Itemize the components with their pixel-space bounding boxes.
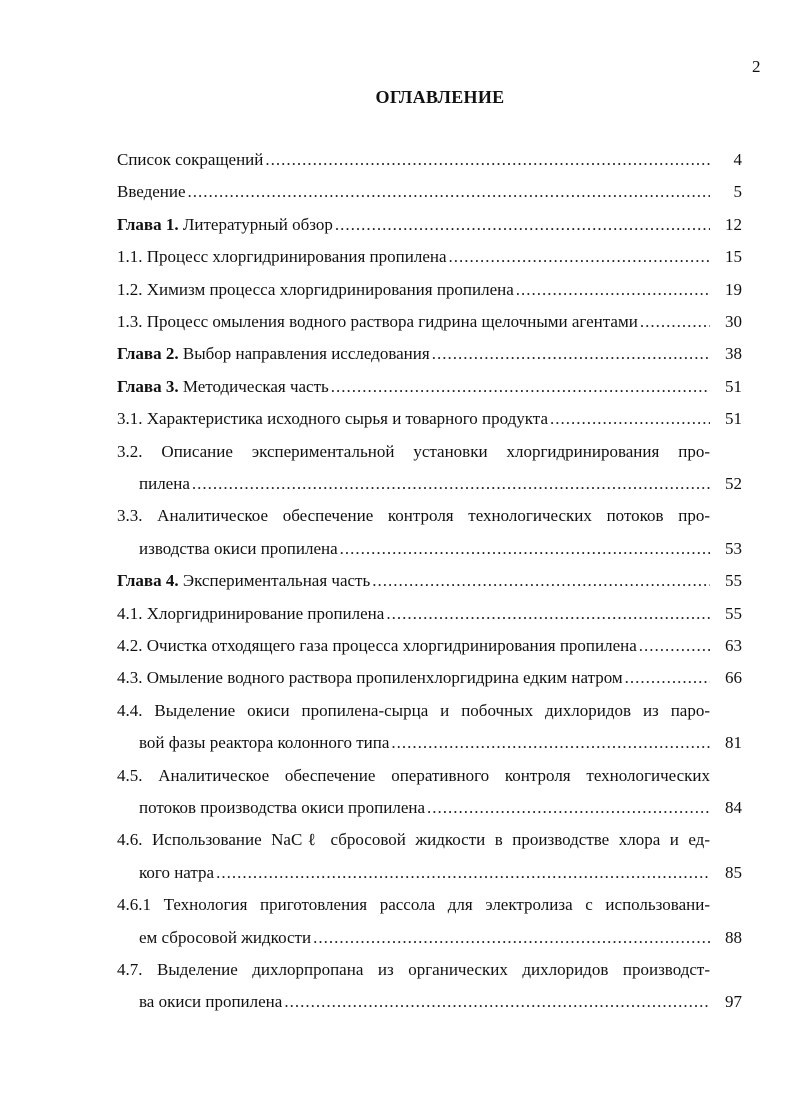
toc-page-number: 55 xyxy=(725,603,742,623)
dot-leader xyxy=(331,377,710,397)
dot-leader xyxy=(188,182,710,202)
dot-leader xyxy=(516,280,710,300)
toc-entry-label xyxy=(117,215,333,235)
dot-leader xyxy=(449,247,710,267)
dot-leader xyxy=(313,928,710,948)
dot-leader xyxy=(550,409,710,429)
toc-entry-label xyxy=(139,928,311,948)
toc-entry-text: кого натра xyxy=(139,862,215,882)
toc-entry-label xyxy=(139,992,282,1012)
toc-entry[interactable] xyxy=(117,668,712,688)
toc-entry[interactable] xyxy=(117,247,712,267)
toc-entry[interactable] xyxy=(117,409,712,429)
toc-page-number: 51 xyxy=(725,376,742,396)
toc-entry-text: потоков производства окиси пропилена xyxy=(139,798,426,817)
toc-entry[interactable] xyxy=(117,571,712,591)
toc-entry-label xyxy=(117,280,514,300)
chapter-label: Глава 1. xyxy=(117,214,179,234)
toc-entry-first-line: 4.6. Использование NaCℓ сбросовой жидкости в производстве хлора и ед- xyxy=(117,830,710,850)
toc-entry-text: ва окиси пропилена xyxy=(139,992,283,1012)
toc-entry-text: изводства окиси пропилена xyxy=(139,538,338,558)
toc-entry-text: Литературный обзор xyxy=(178,214,333,234)
toc-entry-first-line: 4.5. Аналитическое обеспечение оперативного контроля технологических xyxy=(117,765,710,785)
toc-page-number: 66 xyxy=(725,668,742,688)
toc-entry[interactable] xyxy=(139,863,712,883)
toc-entry-text: 1.1. Процесс хлоргидринирования пропилена xyxy=(117,247,447,267)
toc-entry-text: 1.2. Химизм процесса хлоргидринирования пропилена xyxy=(117,279,514,299)
toc-entry[interactable] xyxy=(117,312,712,332)
toc-entry[interactable] xyxy=(117,280,712,300)
toc-entry[interactable] xyxy=(117,215,712,235)
toc-entry-label xyxy=(117,312,638,332)
chapter-label: Глава 2. xyxy=(117,344,179,364)
toc-entry-text: пилена xyxy=(139,474,190,493)
toc-entry-label xyxy=(139,539,338,559)
toc-entry-label xyxy=(117,377,329,397)
toc-page-number: 97 xyxy=(725,992,742,1012)
dot-leader xyxy=(216,863,710,883)
toc-entry-first-line: 4.6.1 Технология приготовления рассола для электролиза с использовани- xyxy=(117,895,710,915)
page-number: 2 xyxy=(752,57,761,76)
toc-entry[interactable] xyxy=(117,182,712,202)
dot-leader xyxy=(432,344,710,364)
toc-entry-label xyxy=(117,344,430,364)
toc-entry-label xyxy=(139,798,425,818)
dot-leader xyxy=(372,571,710,591)
dot-leader xyxy=(265,150,710,170)
chapter-label: Глава 3. xyxy=(117,376,179,396)
toc-entry-label xyxy=(117,247,447,267)
toc-entry[interactable] xyxy=(117,344,712,364)
toc-page-number: 53 xyxy=(725,538,742,558)
toc-page-number: 30 xyxy=(725,312,742,331)
toc-entry-text: 4.2. Очистка отходящего газа процесса хлоргидринирования пропилена xyxy=(117,636,637,655)
toc-entry-label xyxy=(117,604,384,624)
toc-entry-text: 1.3. Процесс омыления водного раствора гидрина щелочными агентами xyxy=(117,312,638,331)
toc-entry-label xyxy=(139,863,214,883)
toc-entry-text: 4.1. Хлоргидринирование пропилена xyxy=(117,603,385,623)
toc-entry-first-line: 4.7. Выделение дихлорпропана из органических дихлоридов производст- xyxy=(117,960,710,979)
toc-entry-first-line: 4.4. Выделение окиси пропилена-сырца и побочных дихлоридов из паро- xyxy=(117,700,710,720)
chapter-label: Глава 4. xyxy=(117,571,179,591)
dot-leader xyxy=(284,992,710,1012)
toc-page-number: 63 xyxy=(725,636,742,655)
toc-entry-label xyxy=(117,668,623,688)
toc-entry[interactable] xyxy=(139,733,712,753)
toc-entry-text: Введение xyxy=(117,182,186,202)
toc-entry-label xyxy=(117,150,263,170)
toc-entry-text: 3.1. Характеристика исходного сырья и товарного продукта xyxy=(117,409,548,429)
toc-page-number: 15 xyxy=(725,247,742,267)
toc-entry-text: Список сокращений xyxy=(117,150,264,169)
dot-leader xyxy=(391,733,710,753)
toc-page-number: 4 xyxy=(733,150,742,169)
dot-leader xyxy=(335,215,710,235)
toc-page-number: 51 xyxy=(725,409,742,429)
toc-entry-label xyxy=(139,474,190,494)
toc-page-number: 52 xyxy=(725,474,742,493)
dot-leader xyxy=(625,668,710,688)
toc-page-number: 55 xyxy=(725,571,742,591)
dot-leader xyxy=(192,474,710,494)
toc-entry-first-line: 3.3. Аналитическое обеспечение контроля технологических потоков про- xyxy=(117,506,710,526)
toc-entry[interactable] xyxy=(117,636,712,656)
toc-page-number: 38 xyxy=(725,344,742,364)
toc-entry[interactable] xyxy=(139,798,712,818)
dot-leader xyxy=(427,798,710,818)
toc-entry-text: ем сбросовой жидкости xyxy=(139,927,312,947)
dot-leader xyxy=(640,312,710,332)
toc-entry-text: Экспериментальная часть xyxy=(178,571,371,591)
toc-page-number: 12 xyxy=(725,214,742,234)
dot-leader xyxy=(386,604,710,624)
toc-page-number: 5 xyxy=(733,182,742,202)
toc-entry[interactable] xyxy=(117,604,712,624)
toc-entry-label xyxy=(117,571,370,591)
toc-entry-first-line: 3.2. Описание экспериментальной установки хлоргидринирования про- xyxy=(117,441,710,461)
toc-page-number: 85 xyxy=(725,862,742,882)
toc-entry-label xyxy=(139,733,389,753)
toc-entry-text: Выбор направления исследования xyxy=(178,344,430,364)
toc-entry[interactable] xyxy=(139,928,712,948)
dot-leader xyxy=(340,539,710,559)
toc-entry-label xyxy=(117,636,637,656)
toc-entry-label xyxy=(117,182,186,202)
dot-leader xyxy=(639,636,710,656)
toc-entry[interactable] xyxy=(139,992,712,1012)
toc-entry[interactable] xyxy=(139,474,712,494)
toc-entry[interactable] xyxy=(117,377,712,397)
toc-entry-label xyxy=(117,409,548,429)
toc-entry[interactable] xyxy=(139,539,712,559)
toc-entry-text: 4.3. Омыление водного раствора пропиленхлоргидрина едким натром xyxy=(117,668,623,688)
toc-title: ОГЛАВЛЕНИЕ xyxy=(375,87,505,107)
toc-page-number: 81 xyxy=(725,733,742,753)
toc-entry-text: Методическая часть xyxy=(178,376,329,396)
toc-page-number: 88 xyxy=(725,927,742,947)
toc-page-number: 84 xyxy=(725,798,742,817)
toc-entry[interactable] xyxy=(117,150,712,170)
toc-page-number: 19 xyxy=(725,279,742,299)
toc-entry-text: вой фазы реактора колонного типа xyxy=(139,733,390,753)
